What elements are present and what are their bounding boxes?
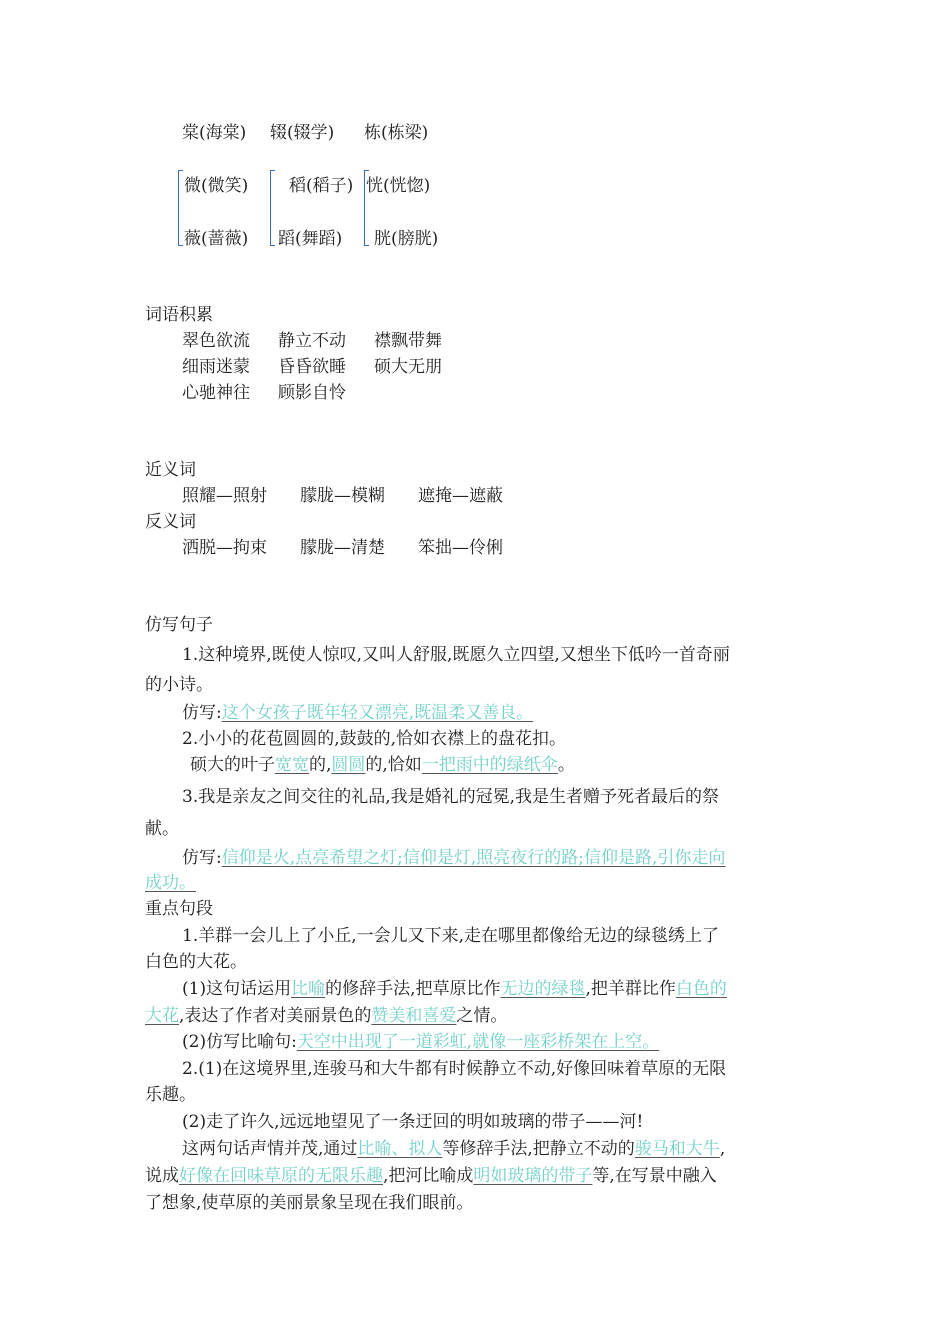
antonym-pair: 笨拙—伶俐 [418, 538, 503, 558]
char-item: 栋(栋梁) [364, 123, 429, 143]
char-item: 棠(海棠) [182, 123, 247, 143]
vocab-word: 静立不动 [278, 331, 346, 351]
vocab-word: 细雨迷蒙 [182, 357, 250, 377]
vocab-word: 昏昏欲睡 [278, 357, 346, 377]
answer-fill: 一把雨中的绿纸伞 [421, 755, 558, 775]
char-item: 薇(蔷薇) [184, 229, 249, 249]
text-span: 硕大的叶子 [190, 755, 275, 775]
char-item: 胱(膀胱) [374, 229, 439, 249]
key-sentence-2-cont: 乐趣。 [145, 1085, 196, 1105]
group-brace [270, 170, 275, 246]
answer-fill: 明如玻璃的带子 [473, 1166, 593, 1186]
vocab-word: 硕大无朋 [374, 357, 442, 377]
text-span: 的修辞手法,把草原比作 [325, 979, 501, 999]
synonym-pair: 朦胧—模糊 [300, 486, 385, 506]
text-span: , [719, 1139, 726, 1159]
answer-fill: 好像在回味草原的无限乐趣 [179, 1166, 383, 1186]
group-brace [178, 170, 183, 246]
text-span: (2)仿写比喻句: [182, 1032, 297, 1052]
answer-label: 仿写: [182, 703, 222, 723]
imitation-answer-1 [182, 698, 842, 723]
sentence-3-cont: 献。 [145, 819, 179, 839]
section-heading: 词语积累 [145, 305, 213, 325]
key-analysis-cont-2: 了想象,使草原的美丽景象呈现在我们眼前。 [145, 1193, 474, 1213]
answer-fill: 赞美和喜爱 [371, 1006, 457, 1026]
text-span: 的, [309, 755, 332, 775]
vocab-word: 心驰神往 [182, 383, 250, 403]
char-item: 恍(恍惚) [366, 176, 431, 196]
text-span: 。 [557, 755, 575, 775]
text-span: 之情。 [456, 1006, 508, 1026]
answer-fill: 宽宽 [275, 755, 309, 775]
vocab-word: 襟飘带舞 [374, 331, 442, 351]
answer-fill: 比喻 [291, 979, 326, 999]
section-heading: 近义词 [145, 460, 196, 480]
answer-fill: 天空中出现了一道彩虹,就像一座彩桥架在上空。 [296, 1032, 660, 1052]
sentence-1-cont: 的小诗。 [145, 675, 213, 695]
answer-fill: 信仰是火,点亮希望之灯;信仰是灯,照亮夜行的路;信仰是路,引你走向 [221, 848, 726, 868]
section-heading: 重点句段 [145, 899, 213, 919]
key-question-1 [182, 974, 842, 999]
text-span: ,表达了作者对美丽景色的 [179, 1006, 372, 1026]
section-heading: 仿写句子 [145, 615, 213, 635]
char-item: 微(微笑) [184, 176, 249, 196]
antonym-pair: 洒脱—拘束 [182, 538, 267, 558]
text-span: 这两句话声情并茂,通过 [182, 1139, 358, 1159]
antonym-pair: 朦胧—清楚 [300, 538, 385, 558]
answer-label: 仿写: [182, 848, 222, 868]
sentence-2: 2.小小的花苞圆圆的,鼓鼓的,恰如衣襟上的盘花扣。 [182, 729, 567, 749]
text-span: 的,恰如 [365, 755, 422, 775]
section-heading: 反义词 [145, 512, 196, 532]
key-analysis-cont [145, 1161, 805, 1186]
answer-fill: 白色的 [675, 979, 727, 999]
text-span: ,把羊群比作 [585, 979, 676, 999]
key-question-1-cont [145, 1001, 805, 1026]
text-span: 说成 [145, 1166, 179, 1186]
sentence-3: 3.我是亲友之间交往的礼品,我是婚礼的冠冕,我是生者赠予死者最后的祭 [182, 787, 720, 807]
key-analysis [182, 1134, 842, 1159]
key-sentence-2: 2.(1)在这境界里,连骏马和大牛都有时候静立不动,好像回味着草原的无限 [182, 1059, 727, 1079]
vocab-word: 顾影自怜 [278, 383, 346, 403]
answer-fill: 圆圆 [331, 755, 366, 775]
text-span: ,把河比喻成 [383, 1166, 474, 1186]
answer-fill: 这个女孩子既年轻又漂亮,既温柔又善良。 [221, 703, 534, 723]
answer-fill: 无边的绿毯 [500, 979, 586, 999]
answer-fill: 骏马和大牛 [634, 1139, 720, 1159]
key-sentence-1-cont: 白色的大花。 [145, 952, 247, 972]
answer-fill: 大花 [145, 1006, 179, 1026]
text-span: 等,在写景中融入 [592, 1166, 717, 1186]
synonym-pair: 照耀—照射 [182, 486, 267, 506]
imitation-answer-2 [190, 750, 850, 775]
synonym-pair: 遮掩—遮蔽 [418, 486, 503, 506]
answer-fill: 比喻、拟人 [357, 1139, 443, 1159]
key-question-2 [182, 1027, 842, 1052]
sentence-1: 1.这种境界,既使人惊叹,又叫人舒服,既愿久立四望,又想坐下低吟一首奇丽 [182, 645, 730, 665]
answer-fill: 成功。 [145, 873, 196, 893]
text-span: 等修辞手法,把静立不动的 [442, 1139, 635, 1159]
char-item: 蹈(舞蹈) [278, 229, 343, 249]
key-sentence-2b: (2)走了许久,远远地望见了一条迂回的明如玻璃的带子——河! [182, 1112, 644, 1132]
char-item: 稻(稻子) [289, 176, 354, 196]
imitation-answer-3 [182, 843, 842, 868]
char-item: 辍(辍学) [270, 123, 335, 143]
key-sentence-1: 1.羊群一会儿上了小丘,一会儿又下来,走在哪里都像给无边的绿毯绣上了 [182, 926, 720, 946]
imitation-answer-3-cont [145, 868, 805, 893]
text-span: (1)这句话运用 [182, 979, 292, 999]
vocab-word: 翠色欲流 [182, 331, 250, 351]
